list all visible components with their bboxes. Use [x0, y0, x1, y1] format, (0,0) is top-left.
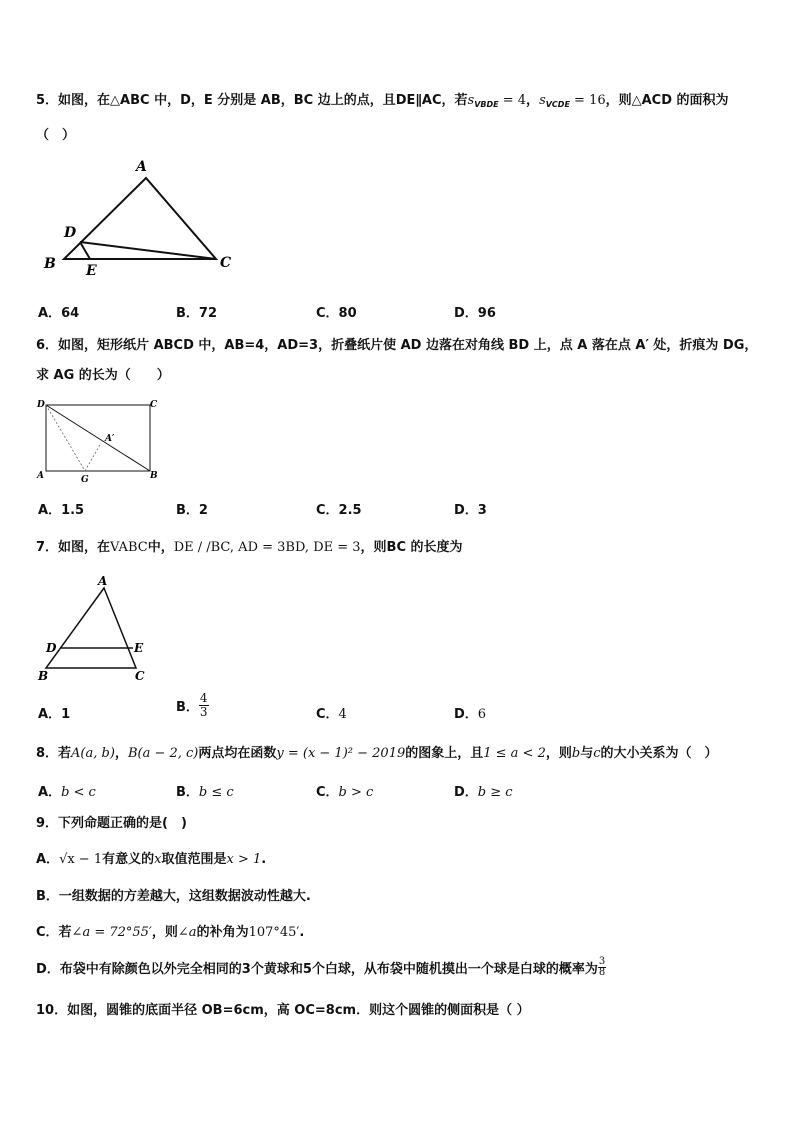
- q9-option-d-denominator: 8: [598, 967, 606, 978]
- q6-option-d-letter: D．: [454, 503, 478, 518]
- q5-label-c: C: [220, 255, 232, 271]
- q8-option-a-letter: A．: [38, 785, 62, 800]
- q8-mid2: 的图象上，且: [405, 746, 484, 761]
- q9-stem: 9．下列命题正确的是( ): [36, 816, 187, 831]
- q9-option-a: [36, 848, 266, 867]
- q8-point-a: A(a, b): [71, 746, 115, 761]
- q5-figure: [38, 155, 238, 280]
- q8-option-b-value: b ≤ c: [198, 785, 234, 800]
- q9-option-c-mid2: 的补角为: [196, 925, 249, 940]
- q9-option-c-expr: ∠a = 72°55′: [71, 925, 152, 940]
- q6-option-c-letter: C．: [316, 503, 339, 518]
- q5-comma: ，: [526, 93, 540, 108]
- q9-option-c-end: .: [299, 925, 305, 940]
- q7-option-b: [176, 692, 209, 719]
- q7-figure: [34, 570, 159, 688]
- q5-option-a-letter: A．: [38, 306, 62, 321]
- q5-option-b: [176, 302, 217, 321]
- q7-option-b-denominator: 3: [199, 705, 208, 719]
- q7-stem: [36, 536, 463, 555]
- q8-option-c-value: b > c: [338, 785, 374, 800]
- q9-option-d: [36, 957, 606, 978]
- q5-s2-sub: VCDE: [545, 100, 570, 109]
- q6-option-c: [316, 499, 362, 518]
- q9-option-a-expr: √x − 1: [59, 852, 103, 867]
- q9-option-a-letter: A．: [36, 852, 60, 867]
- q8-prefix: 8．若: [36, 746, 72, 761]
- q9-option-a-cond: x > 1: [226, 852, 262, 867]
- q5-option-b-value: 72: [198, 306, 218, 321]
- q5-bracket: （ ）: [36, 128, 76, 143]
- q8-option-b-letter: B．: [176, 785, 199, 800]
- q6-option-c-value: 2.5: [338, 503, 362, 518]
- q7-option-b-numerator: 4: [199, 691, 208, 705]
- q8-tail1: ，则: [545, 746, 572, 761]
- q7-option-d-letter: D．: [454, 707, 478, 722]
- q6-option-a-letter: A．: [38, 503, 62, 518]
- q8-function: y = (x − 1)² − 2019: [276, 746, 406, 761]
- q6-label-d: D: [37, 400, 45, 410]
- q5-tail: ，则△ACD 的面积为: [605, 93, 729, 108]
- q8-condition: 1 ≤ a < 2: [483, 746, 546, 761]
- q9-option-c: [36, 921, 304, 940]
- q5-option-c-value: 80: [338, 306, 357, 321]
- q5-s1-sub: VBDE: [474, 100, 499, 109]
- q9-option-c-mid: ，则: [151, 925, 178, 940]
- q7-label-d: D: [46, 641, 57, 655]
- q9-option-c-value: 107°45′: [248, 925, 300, 940]
- q7-option-d-value: 6: [477, 707, 487, 722]
- q6-figure: [34, 395, 164, 485]
- q9-option-b: B．一组数据的方差越大，这组数据波动性越大.: [36, 889, 311, 904]
- q8-option-a: [38, 781, 96, 800]
- q5-option-d: [454, 302, 496, 321]
- q7-option-c-value: 4: [338, 707, 347, 722]
- q5-label-a: A: [136, 159, 147, 175]
- q9-option-a-var: x: [154, 852, 162, 867]
- q5-option-c-letter: C．: [316, 306, 339, 321]
- q7-option-d: [454, 703, 486, 722]
- q6-label-a-prime: A′: [105, 434, 115, 444]
- q6-option-b-value: 2: [198, 503, 208, 518]
- q7-option-b-letter: B．: [176, 700, 199, 715]
- q8-tail2: 与: [580, 746, 594, 761]
- q5-label-b: B: [44, 256, 56, 272]
- q7-label-a: A: [98, 574, 108, 588]
- q7-label-e: E: [134, 641, 144, 655]
- q7-tail: ，则BC 的长度为: [360, 540, 463, 555]
- q8-option-d-value: b ≥ c: [477, 785, 513, 800]
- q7-option-a-value: 1: [61, 707, 71, 722]
- q5-option-b-letter: B．: [176, 306, 199, 321]
- q7-option-c: [316, 703, 347, 722]
- q5-option-a-value: 64: [61, 306, 80, 321]
- q6-label-a: A: [37, 471, 44, 481]
- q8-option-b: [176, 781, 234, 800]
- q5-stem: [36, 89, 729, 109]
- q9-option-c-prefix: C．若: [36, 925, 72, 940]
- q9-option-d-numerator: 3: [598, 956, 606, 967]
- q6-option-a-value: 1.5: [61, 503, 85, 518]
- q8-var-c: c: [593, 746, 601, 761]
- q6-option-b-letter: B．: [176, 503, 199, 518]
- q8-option-d-letter: D．: [454, 785, 478, 800]
- q5-option-c: [316, 302, 357, 321]
- q7-label-c: C: [135, 669, 145, 683]
- q8-mid: 两点均在函数: [198, 746, 277, 761]
- q5-label-e: E: [86, 263, 97, 279]
- q6-line1: 6．如图，矩形纸片 ABCD 中，AB=4，AD=3，折叠纸片使 AD 边落在对角线 BD 上，点 A 落在点 A′ 处，折痕为 DG，: [36, 338, 758, 353]
- q5-option-d-letter: D．: [454, 306, 478, 321]
- q6-label-b: B: [150, 471, 158, 481]
- q6-option-d-value: 3: [477, 503, 487, 518]
- q6-option-b: [176, 499, 208, 518]
- q10-stem: 10．如图，圆锥的底面半径 OB=6cm，高 OC=8cm．则这个圆锥的侧面积是（ ）: [36, 1003, 530, 1018]
- q7-option-c-letter: C．: [316, 707, 339, 722]
- q5-s2-val: = 16: [569, 93, 606, 108]
- q7-label-b: B: [38, 669, 49, 683]
- q9-option-d-text: D．布袋中有除颜色以外完全相同的3个黄球和5个白球，从布袋中随机摸出一个球是白球的概率为: [36, 962, 598, 977]
- q7-option-a: [38, 703, 70, 722]
- q5-s1-val: = 4: [498, 93, 527, 108]
- q7-option-a-letter: A．: [38, 707, 62, 722]
- q5-option-d-value: 96: [477, 306, 496, 321]
- q9-option-a-text1: 有意义的: [102, 852, 155, 867]
- q8-tail3: 的大小关系为（ ）: [600, 746, 718, 761]
- q9-option-a-text2: 取值范围是: [161, 852, 227, 867]
- q5-label-d: D: [64, 225, 77, 241]
- q6-line2: 求 AG 的长为（ ）: [36, 368, 170, 383]
- q6-label-g: G: [81, 475, 89, 485]
- q8-option-d: [454, 781, 513, 800]
- q5-line1: 5．如图，在△ABC 中，D，E 分别是 AB，BC 边上的点，且DE∥AC，若: [36, 93, 468, 108]
- q5-option-a: [38, 302, 79, 321]
- q8-point-b: B(a − 2, c): [127, 746, 199, 761]
- q7-condition: DE / /BC, AD = 3BD, DE = 3: [173, 540, 361, 555]
- q6-option-a: [38, 499, 84, 518]
- q9-option-c-angle: ∠a: [177, 925, 197, 940]
- q8-option-a-value: b < c: [61, 785, 96, 800]
- q9-option-d-fraction: [598, 957, 606, 978]
- q9-option-a-end: .: [261, 852, 267, 867]
- q8-var-b: b: [571, 746, 581, 761]
- q8-sep: ，: [114, 746, 128, 761]
- q6-label-c: C: [150, 400, 158, 410]
- q7-mid: 中，: [147, 540, 174, 555]
- q8-stem: [36, 742, 718, 761]
- q5-s1: s: [467, 93, 475, 108]
- q6-option-d: [454, 499, 487, 518]
- q8-option-c: [316, 781, 373, 800]
- q5-s2: s: [539, 93, 546, 108]
- q7-option-b-fraction: [199, 692, 209, 719]
- q8-option-c-letter: C．: [316, 785, 339, 800]
- q7-prefix: 7．如图，在: [36, 540, 111, 555]
- q7-triangle: VABC: [110, 540, 148, 555]
